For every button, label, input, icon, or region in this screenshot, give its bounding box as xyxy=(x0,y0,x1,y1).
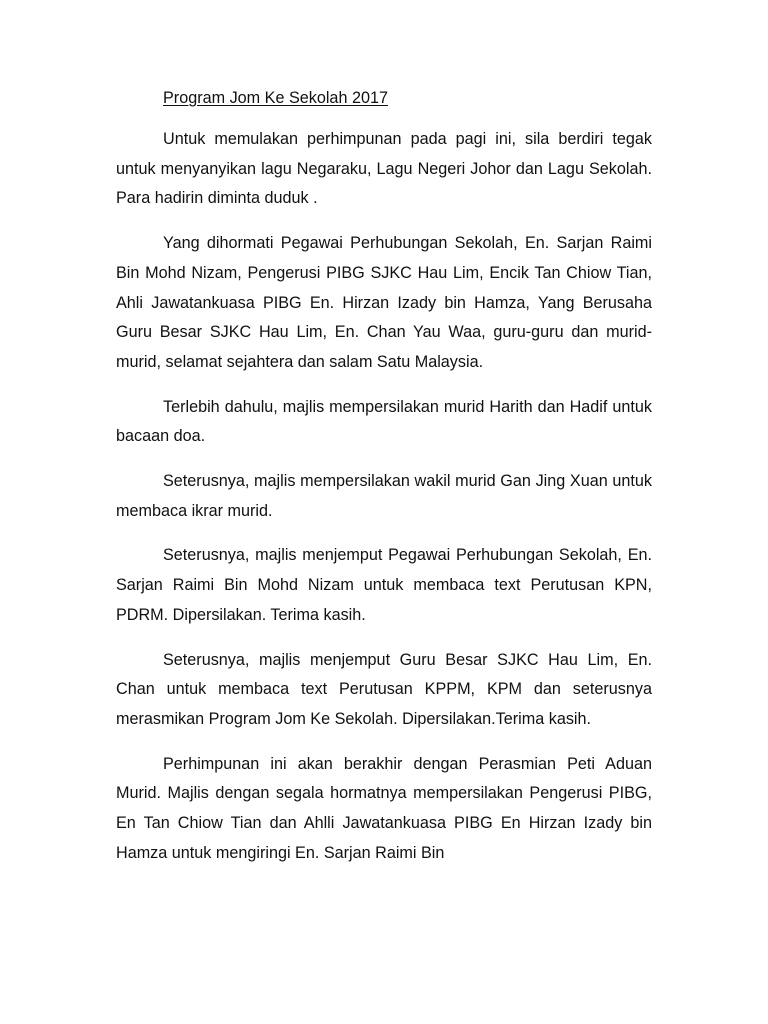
document-title: Program Jom Ke Sekolah 2017 xyxy=(163,89,388,107)
paragraph-headmaster-message: Seterusnya, majlis menjemput Guru Besar SJKC Hau Lim, En. Chan untuk membaca text Perutusan KPPM, KPM dan seterusnya merasmikan Program Jom Ke Sekolah. Dipersilakan.Terima kasih. xyxy=(116,650,652,728)
paragraph-pledge: Seterusnya, majlis mempersilakan wakil murid Gan Jing Xuan untuk membaca ikrar murid. xyxy=(116,472,652,520)
paragraph-prayer: Terlebih dahulu, majlis mempersilakan murid Harith dan Hadif untuk bacaan doa. xyxy=(116,397,652,446)
paragraph-opening: Untuk memulakan perhimpunan pada pagi ini, sila berdiri tegak untuk menyanyikan lagu Negaraku, Lagu Negeri Johor dan Lagu Sekolah. Para hadirin diminta duduk . xyxy=(116,130,652,208)
paragraph-closing: Perhimpunan ini akan berakhir dengan Perasmian Peti Aduan Murid. Majlis dengan segala hormatnya mempersilakan Pengerusi PIBG, En Tan Chiow Tian dan Ahlli Jawatankuasa PIBG En Hirzan Izady bin Hamza untuk mengiringi En. Sarjan Raimi Bin xyxy=(116,754,652,862)
paragraph-salutation: Yang dihormati Pegawai Perhubungan Sekolah, En. Sarjan Raimi Bin Mohd Nizam, Pengerusi PIBG SJKC Hau Lim, Encik Tan Chiow Tian, Ahli Jawatankuasa PIBG En. Hirzan Izady bin Hamza, Yang Berusaha Guru Besar SJKC Hau Lim, En. Chan Yau Waa, guru-guru dan murid-murid, selamat sejahtera dan salam Satu Malaysia. xyxy=(116,234,652,371)
document-body xyxy=(116,86,652,883)
paragraph-police-message: Seterusnya, majlis menjemput Pegawai Perhubungan Sekolah, En. Sarjan Raimi Bin Mohd Nizam untuk membaca text Perutusan KPN, PDRM. Dipersilakan. Terima kasih. xyxy=(116,546,652,624)
